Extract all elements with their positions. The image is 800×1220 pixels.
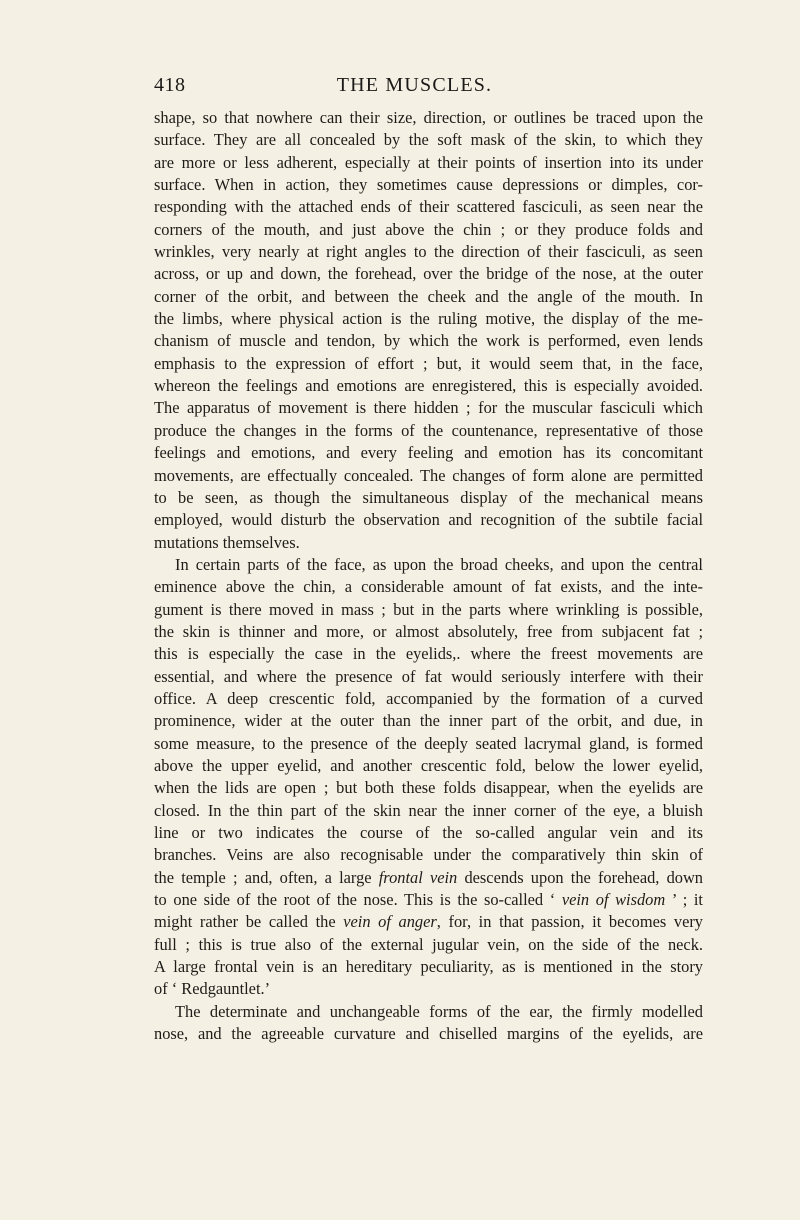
text-segment: ’ ; it [665, 890, 703, 910]
italic-phrase: vein of wisdom [561, 890, 666, 910]
text-line: some measure, to the presence of the deeply seated lacrymal gland, is formed [154, 733, 703, 753]
text-line: employed, would disturb the observation and recognition of the subtile facial [154, 510, 703, 530]
page-number: 418 [154, 74, 186, 96]
text-line: when the lids are open ; but both these folds disappear, when the eyelids are [154, 778, 703, 798]
text-line: In certain parts of the face, as upon the broad cheeks, and upon the central [175, 554, 703, 574]
text-line: above the upper eyelid, and another crescentic fold, below the lower eyelid, [154, 755, 703, 775]
text-line: movements, are effectually concealed. The changes of form alone are permitted [154, 465, 703, 485]
text-line: shape, so that nowhere can their size, direction, or outlines be traced upon the [154, 108, 703, 127]
text-line [154, 911, 703, 933]
text-line: emphasis to the expression of effort ; but, it would seem that, in the face, [154, 353, 703, 373]
text-line: closed. In the thin part of the skin near the inner corner of the eye, a bluish [154, 800, 703, 820]
text-line: mutations themselves. [154, 532, 300, 552]
italic-phrase: frontal vein [378, 867, 458, 887]
text-line: are more or less adherent, especially at their points of insertion into its under [154, 152, 703, 172]
italic-phrase: vein of anger [343, 912, 437, 932]
text-line: across, or up and down, the forehead, over the bridge of the nose, at the outer [154, 264, 703, 284]
text-line: responding with the attached ends of their scattered fasciculi, as seen near the [154, 197, 703, 217]
text-segment: , for, in that passion, it becomes very [436, 912, 703, 932]
text-line: whereon the feelings and emotions are enregistered, this is especially avoided. [154, 376, 703, 396]
text-line: chanism of muscle and tendon, by which the work is performed, even lends [154, 331, 703, 351]
text-line [154, 867, 703, 889]
text-line: nose, and the agreeable curvature and chiselled margins of the eyelids, are [154, 1024, 703, 1044]
text-line: feelings and emotions, and every feeling and emotion has its concomitant [154, 443, 703, 463]
text-line: The determinate and unchangeable forms of the ear, the firmly modelled [175, 1001, 703, 1021]
text-line: this is especially the case in the eyelids,. where the freest movements are [154, 644, 703, 664]
text-line: wrinkles, very nearly at right angles to the direction of their fasciculi, as seen [154, 242, 703, 262]
text-line: produce the changes in the forms of the countenance, representative of those [154, 420, 703, 440]
body-text [154, 107, 703, 1045]
text-line: of ‘ Redgauntlet.’ [154, 979, 271, 999]
running-head: THE MUSCLES. [336, 74, 493, 96]
text-line: gument is there moved in mass ; but in the parts where wrinkling is possible, [154, 599, 703, 619]
text-segment: the temple ; and, often, a large [154, 867, 379, 887]
text-line: A large frontal vein is an hereditary peculiarity, as is mentioned in the story [154, 957, 703, 977]
text-line: essential, and where the presence of fat would seriously interfere with their [154, 666, 703, 686]
text-line: to be seen, as though the simultaneous display of the mechanical means [154, 487, 703, 507]
text-line: the skin is thinner and more, or almost absolutely, free from subjacent fat ; [154, 621, 703, 641]
text-line: corners of the mouth, and just above the chin ; or they produce folds and [154, 219, 703, 239]
text-line: prominence, wider at the outer than the inner part of the orbit, and due, in [154, 711, 703, 731]
text-line: eminence above the chin, a considerable amount of fat exists, and the inte- [154, 577, 703, 597]
text-line: surface. They are all concealed by the soft mask of the skin, to which they [154, 130, 703, 150]
page-header [154, 74, 674, 102]
text-line [154, 889, 703, 911]
text-line: corner of the orbit, and between the cheek and the angle of the mouth. In [154, 286, 703, 306]
text-line: The apparatus of movement is there hidden ; for the muscular fasciculi which [154, 398, 703, 418]
text-line: branches. Veins are also recognisable under the comparatively thin skin of [154, 845, 703, 865]
text-segment: descends upon the forehead, down [457, 867, 704, 887]
text-segment: to one side of the root of the nose. This is the so-called ‘ [154, 890, 562, 910]
text-line: the limbs, where physical action is the ruling motive, the display of the me- [154, 309, 703, 329]
text-line: full ; this is true also of the external jugular vein, on the side of the neck. [154, 934, 703, 954]
text-segment: might rather be called the [154, 912, 344, 932]
text-line: surface. When in action, they sometimes cause depressions or dimples, cor- [154, 175, 703, 195]
text-line: office. A deep crescentic fold, accompanied by the formation of a curved [154, 688, 703, 708]
text-line: line or two indicates the course of the so-called angular vein and its [154, 823, 703, 842]
